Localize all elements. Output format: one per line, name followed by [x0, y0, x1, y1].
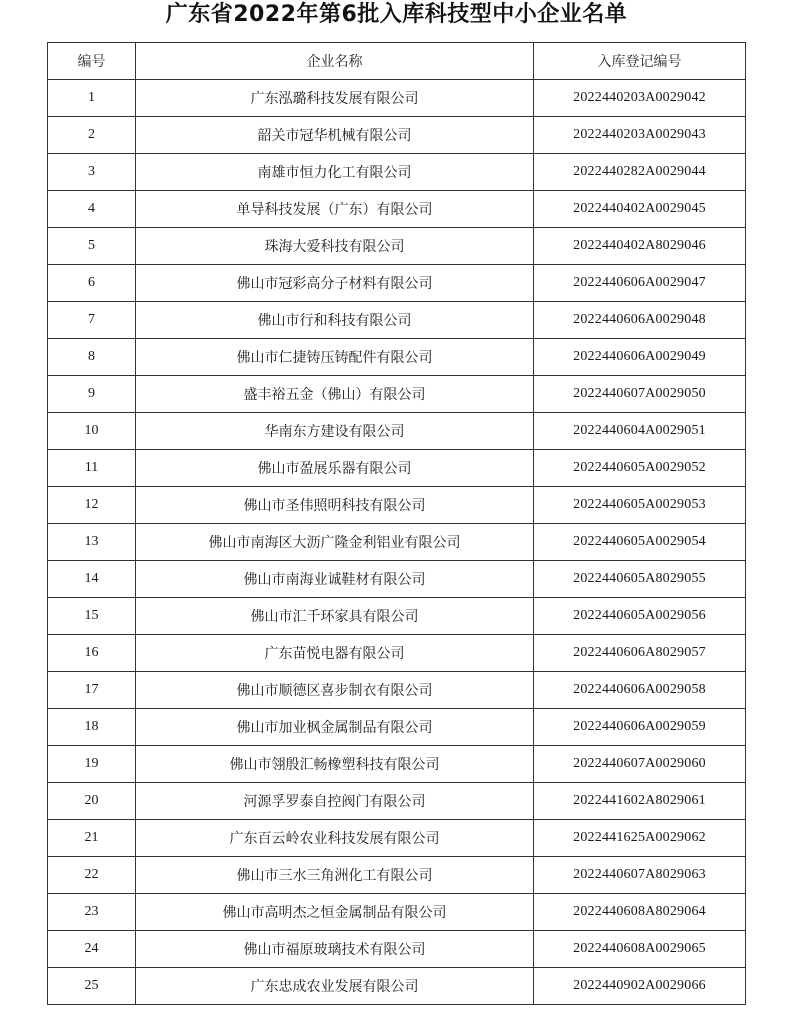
enterprise-name: 佛山市高明杰之恒金属制品有限公司: [136, 894, 534, 931]
row-number: 7: [48, 302, 136, 339]
enterprise-name: 佛山市翎殷汇畅橡塑科技有限公司: [136, 746, 534, 783]
enterprise-name: 华南东方建设有限公司: [136, 413, 534, 450]
row-number: 17: [48, 672, 136, 709]
registration-code: 2022440402A8029046: [534, 228, 746, 265]
table-row: [48, 709, 746, 746]
row-number: 16: [48, 635, 136, 672]
registration-code: 2022440605A0029054: [534, 524, 746, 561]
row-number: 11: [48, 450, 136, 487]
registration-code: 2022440203A0029043: [534, 117, 746, 154]
registration-code: 2022440606A0029059: [534, 709, 746, 746]
registration-code: 2022441625A0029062: [534, 820, 746, 857]
registration-code: 2022440605A0029052: [534, 450, 746, 487]
enterprise-name: 佛山市南海业诚鞋材有限公司: [136, 561, 534, 598]
table-row: [48, 931, 746, 968]
registration-code: 2022440605A0029056: [534, 598, 746, 635]
row-number: 8: [48, 339, 136, 376]
row-number: 18: [48, 709, 136, 746]
row-number: 14: [48, 561, 136, 598]
table-row: [48, 672, 746, 709]
header-registration-code: 入库登记编号: [534, 43, 746, 80]
row-number: 15: [48, 598, 136, 635]
enterprise-name: 河源孚罗泰自控阀门有限公司: [136, 783, 534, 820]
enterprise-name: 佛山市顺德区喜步制衣有限公司: [136, 672, 534, 709]
enterprise-name: 广东百云岭农业科技发展有限公司: [136, 820, 534, 857]
registration-code: 2022440203A0029042: [534, 80, 746, 117]
table-header-row: [48, 43, 746, 80]
table-row: [48, 117, 746, 154]
row-number: 12: [48, 487, 136, 524]
registration-code: 2022440608A0029065: [534, 931, 746, 968]
registration-code: 2022440902A0029066: [534, 968, 746, 1005]
registration-code: 2022440606A0029047: [534, 265, 746, 302]
row-number: 1: [48, 80, 136, 117]
enterprise-name: 佛山市三水三角洲化工有限公司: [136, 857, 534, 894]
enterprise-name: 韶关市冠华机械有限公司: [136, 117, 534, 154]
table-row: [48, 191, 746, 228]
registration-code: 2022440604A0029051: [534, 413, 746, 450]
registration-code: 2022440607A8029063: [534, 857, 746, 894]
enterprise-name: 佛山市仁捷铸压铸配件有限公司: [136, 339, 534, 376]
enterprise-table: [47, 42, 746, 1005]
table-row: [48, 783, 746, 820]
row-number: 24: [48, 931, 136, 968]
page-title: 广东省2022年第6批入库科技型中小企业名单: [165, 2, 628, 27]
row-number: 10: [48, 413, 136, 450]
table-row: [48, 968, 746, 1005]
table-row: [48, 746, 746, 783]
row-number: 23: [48, 894, 136, 931]
registration-code: 2022440605A0029053: [534, 487, 746, 524]
enterprise-name: 佛山市圣伟照明科技有限公司: [136, 487, 534, 524]
row-number: 2: [48, 117, 136, 154]
row-number: 20: [48, 783, 136, 820]
row-number: 21: [48, 820, 136, 857]
table-row: [48, 894, 746, 931]
table-row: [48, 80, 746, 117]
row-number: 22: [48, 857, 136, 894]
registration-code: 2022440606A0029058: [534, 672, 746, 709]
table-body: [48, 80, 746, 1005]
registration-code: 2022440402A0029045: [534, 191, 746, 228]
registration-code: 2022440608A8029064: [534, 894, 746, 931]
enterprise-name: 盛丰裕五金（佛山）有限公司: [136, 376, 534, 413]
registration-code: 2022440607A0029060: [534, 746, 746, 783]
table-row: [48, 598, 746, 635]
row-number: 6: [48, 265, 136, 302]
registration-code: 2022440606A8029057: [534, 635, 746, 672]
row-number: 3: [48, 154, 136, 191]
table-row: [48, 487, 746, 524]
table-row: [48, 635, 746, 672]
table-row: [48, 857, 746, 894]
enterprise-name: 佛山市行和科技有限公司: [136, 302, 534, 339]
registration-code: 2022440607A0029050: [534, 376, 746, 413]
registration-code: 2022440606A0029048: [534, 302, 746, 339]
table-row: [48, 228, 746, 265]
enterprise-name: 佛山市南海区大沥广隆金利铝业有限公司: [136, 524, 534, 561]
row-number: 5: [48, 228, 136, 265]
header-number: 编号: [48, 43, 136, 80]
enterprise-name: 佛山市汇千环家具有限公司: [136, 598, 534, 635]
row-number: 4: [48, 191, 136, 228]
table-row: [48, 561, 746, 598]
table-row: [48, 154, 746, 191]
table-row: [48, 820, 746, 857]
row-number: 19: [48, 746, 136, 783]
table-row: [48, 376, 746, 413]
table-row: [48, 339, 746, 376]
enterprise-name: 佛山市福原玻璃技术有限公司: [136, 931, 534, 968]
table-row: [48, 413, 746, 450]
row-number: 25: [48, 968, 136, 1005]
table-row: [48, 265, 746, 302]
header-enterprise-name: 企业名称: [136, 43, 534, 80]
enterprise-name: 广东苗悦电器有限公司: [136, 635, 534, 672]
enterprise-name: 佛山市盈展乐器有限公司: [136, 450, 534, 487]
table-row: [48, 302, 746, 339]
registration-code: 2022440282A0029044: [534, 154, 746, 191]
enterprise-name: 单导科技发展（广东）有限公司: [136, 191, 534, 228]
enterprise-name: 佛山市加业枫金属制品有限公司: [136, 709, 534, 746]
row-number: 13: [48, 524, 136, 561]
enterprise-name: 珠海大爱科技有限公司: [136, 228, 534, 265]
registration-code: 2022440605A8029055: [534, 561, 746, 598]
table-row: [48, 450, 746, 487]
enterprise-name: 广东泓璐科技发展有限公司: [136, 80, 534, 117]
registration-code: 2022440606A0029049: [534, 339, 746, 376]
enterprise-name: 南雄市恒力化工有限公司: [136, 154, 534, 191]
enterprise-name: 广东忠成农业发展有限公司: [136, 968, 534, 1005]
table-row: [48, 524, 746, 561]
registration-code: 2022441602A8029061: [534, 783, 746, 820]
enterprise-name: 佛山市冠彩高分子材料有限公司: [136, 265, 534, 302]
row-number: 9: [48, 376, 136, 413]
